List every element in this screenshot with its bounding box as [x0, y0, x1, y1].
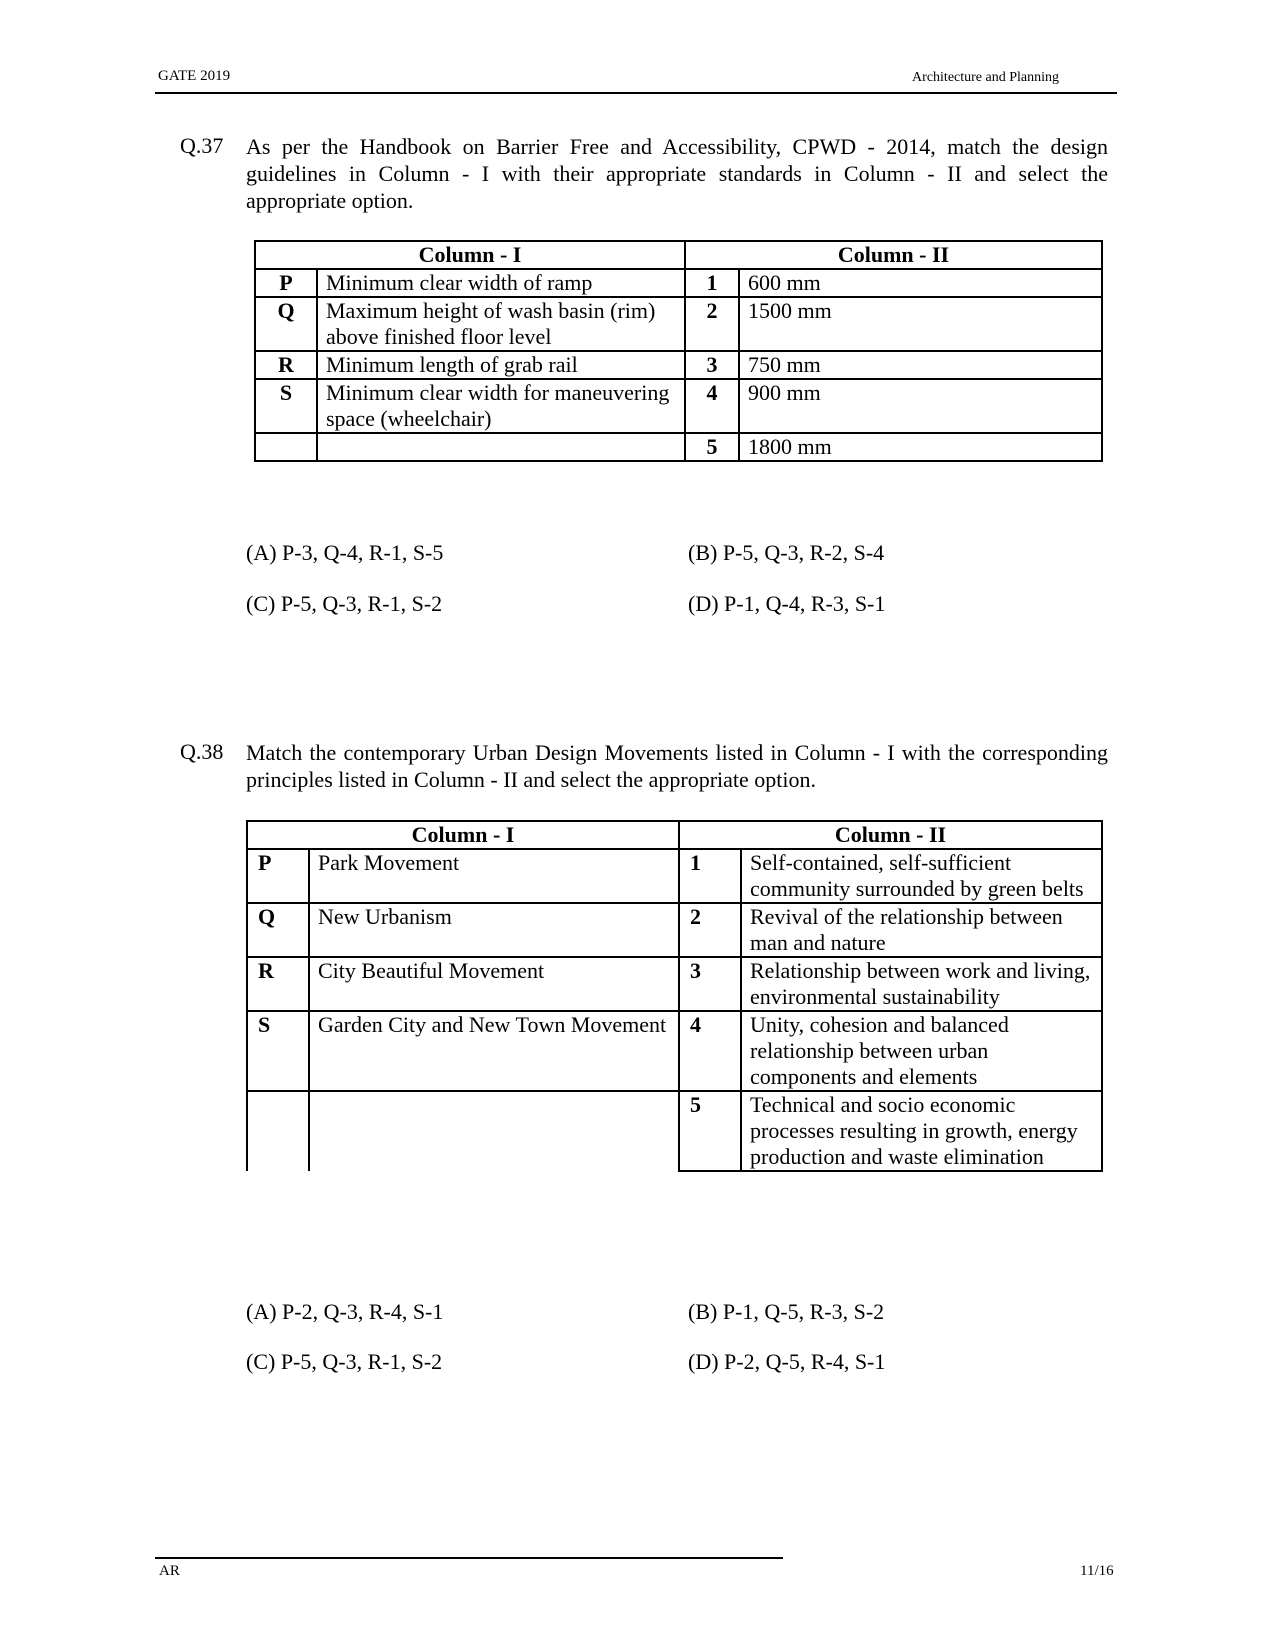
- row-number: 5: [685, 433, 739, 461]
- question-text-38: Match the contemporary Urban Design Movements listed in Column - I with the corresponding principles listed in Column - II and select the appropriate option.: [246, 740, 1108, 792]
- row-label: R: [247, 957, 309, 1011]
- option-d: (D) P-1, Q-4, R-3, S-1: [688, 591, 886, 616]
- column-1-item: New Urbanism: [309, 903, 679, 957]
- question-text-37: As per the Handbook on Barrier Free and Accessibility, CPWD - 2014, match the design guidelines in Column - I with their appropriate standards in Column - II and select the appropriate option.: [246, 134, 1108, 213]
- row-label: [247, 1091, 309, 1171]
- column-2-item: 900 mm: [739, 379, 1102, 433]
- row-label: P: [255, 269, 317, 297]
- column-1-item: Garden City and New Town Movement: [309, 1011, 679, 1091]
- column-2-item: Unity, cohesion and balanced relationship between urban components and elements: [741, 1011, 1102, 1091]
- column-1-item: [309, 1091, 679, 1171]
- column-2-header: Column - II: [679, 821, 1102, 849]
- row-number: 2: [685, 297, 739, 351]
- column-1-item: Park Movement: [309, 849, 679, 903]
- table-row: [247, 849, 1102, 903]
- column-2-item: 1800 mm: [739, 433, 1102, 461]
- option-b: (B) P-1, Q-5, R-3, S-2: [688, 1299, 885, 1324]
- column-1-item: [317, 433, 685, 461]
- column-2-item: Relationship between work and living, environmental sustainability: [741, 957, 1102, 1011]
- table-header-row: [247, 821, 1102, 849]
- row-number: 1: [679, 849, 741, 903]
- paper-code: AR: [159, 1563, 180, 1579]
- row-label: [255, 433, 317, 461]
- row-number: 5: [679, 1091, 741, 1171]
- column-1-item: City Beautiful Movement: [309, 957, 679, 1011]
- column-2-item: Revival of the relationship between man and nature: [741, 903, 1102, 957]
- column-1-item: Minimum length of grab rail: [317, 351, 685, 379]
- table-row: [247, 1091, 1102, 1171]
- option-c: (C) P-5, Q-3, R-1, S-2: [246, 591, 443, 616]
- column-2-header: Column - II: [685, 241, 1102, 269]
- column-1-header: Column - I: [255, 241, 685, 269]
- exam-name: GATE 2019: [158, 68, 231, 84]
- row-label: P: [247, 849, 309, 903]
- row-number: 4: [679, 1011, 741, 1091]
- option-c: (C) P-5, Q-3, R-1, S-2: [246, 1349, 443, 1374]
- table-header-row: [255, 241, 1102, 269]
- page-number: 11/16: [1080, 1563, 1114, 1579]
- option-a: (A) P-2, Q-3, R-4, S-1: [246, 1299, 444, 1324]
- row-label: S: [247, 1011, 309, 1091]
- match-table-37: [254, 240, 1103, 462]
- match-table-38: [246, 820, 1103, 1172]
- row-number: 4: [685, 379, 739, 433]
- column-1-header: Column - I: [247, 821, 679, 849]
- row-label: Q: [247, 903, 309, 957]
- footer-divider: [155, 1557, 783, 1559]
- row-number: 3: [685, 351, 739, 379]
- column-1-item: Maximum height of wash basin (rim) above finished floor level: [317, 297, 685, 351]
- paper-subject: Architecture and Planning: [912, 70, 1059, 85]
- option-d: (D) P-2, Q-5, R-4, S-1: [688, 1349, 886, 1374]
- table-row: [247, 957, 1102, 1011]
- page-header: [155, 66, 1117, 94]
- column-2-item: Self-contained, self-sufficient community surrounded by green belts: [741, 849, 1102, 903]
- option-b: (B) P-5, Q-3, R-2, S-4: [688, 540, 885, 565]
- row-number: 3: [679, 957, 741, 1011]
- column-2-item: Technical and socio economic processes resulting in growth, energy production and waste elimination: [741, 1091, 1102, 1171]
- table-row: [255, 379, 1102, 433]
- row-label: R: [255, 351, 317, 379]
- option-a: (A) P-3, Q-4, R-1, S-5: [246, 540, 444, 565]
- row-label: Q: [255, 297, 317, 351]
- question-number-38: Q.38: [180, 739, 224, 764]
- question-number-37: Q.37: [180, 133, 224, 158]
- row-label: S: [255, 379, 317, 433]
- column-1-item: Minimum clear width of ramp: [317, 269, 685, 297]
- table-row: [255, 297, 1102, 351]
- table-row: [247, 1011, 1102, 1091]
- table-row: [255, 433, 1102, 461]
- table-row: [247, 903, 1102, 957]
- table-row: [255, 351, 1102, 379]
- row-number: 2: [679, 903, 741, 957]
- column-2-item: 600 mm: [739, 269, 1102, 297]
- table-row: [255, 269, 1102, 297]
- row-number: 1: [685, 269, 739, 297]
- column-1-item: Minimum clear width for maneuvering space (wheelchair): [317, 379, 685, 433]
- column-2-item: 1500 mm: [739, 297, 1102, 351]
- column-2-item: 750 mm: [739, 351, 1102, 379]
